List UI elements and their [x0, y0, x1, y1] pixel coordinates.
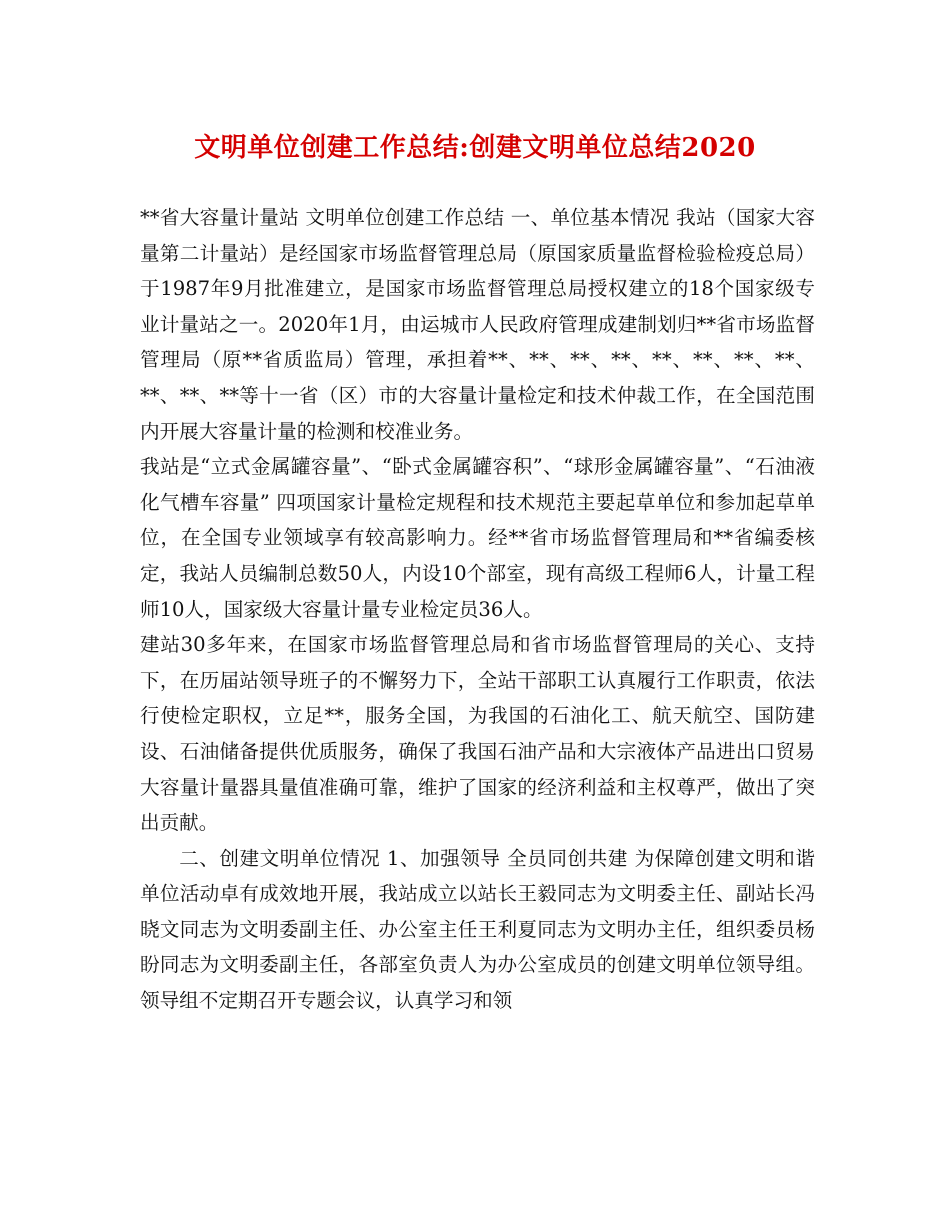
document-title: 文明单位创建工作总结:创建文明单位总结2020	[194, 133, 756, 163]
paragraph-basic-info: **省大容量计量站 文明单位创建工作总结 一、单位基本情况 我站（国家大容量第二计量站）是经国家市场监督管理总局（原国家质量监督检验检疫总局）于1987年9月批准建立，是国家市场监督管理总局授权建立的18个国家级专业计量站之一。2020年1月，由运城市人民政府管理成建制划归**省市场监督管理局（原**省质监局）管理，承担着**、**、**、**、**、**、**、**、**、**、**等十一省（区）市的大容量计量检定和技术仲裁工作，在全国范围内开展大容量计量的检测和校准业务。	[140, 206, 815, 443]
paragraph-standards: 我站是“立式金属罐容量”、“卧式金属罐容积”、“球形金属罐容量”、“石油液化气槽车容量” 四项国家计量检定规程和技术规范主要起草单位和参加起草单位，在全国专业领域享有较高影响力。经**省市场监督管理局和**省编委核定，我站人员编制总数50人，内设10个部室，现有高级工程师6人，计量工程师10人，国家级大容量计量专业检定员36人。	[140, 455, 815, 621]
paragraph-civilization-creation: 二、创建文明单位情况 1、加强领导 全员同创共建 为保障创建文明和谐单位活动卓有成效地开展，我站成立以站长王毅同志为文明委主任、副站长冯晓文同志为文明委副主任、办公室主任王利夏同志为文明办主任，组织委员杨盼同志为文明委副主任，各部室负责人为办公室成员的创建文明单位领导组。领导组不定期召开专题会议，认真学习和领	[140, 846, 815, 1013]
document-body	[140, 200, 815, 1019]
paragraph-history: 建站30多年来，在国家市场监督管理总局和省市场监督管理局的关心、支持下，在历届站领导班子的不懈努力下，全站干部职工认真履行工作职责，依法行使检定职权，立足**，服务全国，为我国的石油化工、航天航空、国防建设、石油储备提供优质服务，确保了我国石油产品和大宗液体产品进出口贸易大容量计量器具量值准确可靠，维护了国家的经济利益和主权尊严，做出了突出贡献。	[140, 633, 815, 835]
